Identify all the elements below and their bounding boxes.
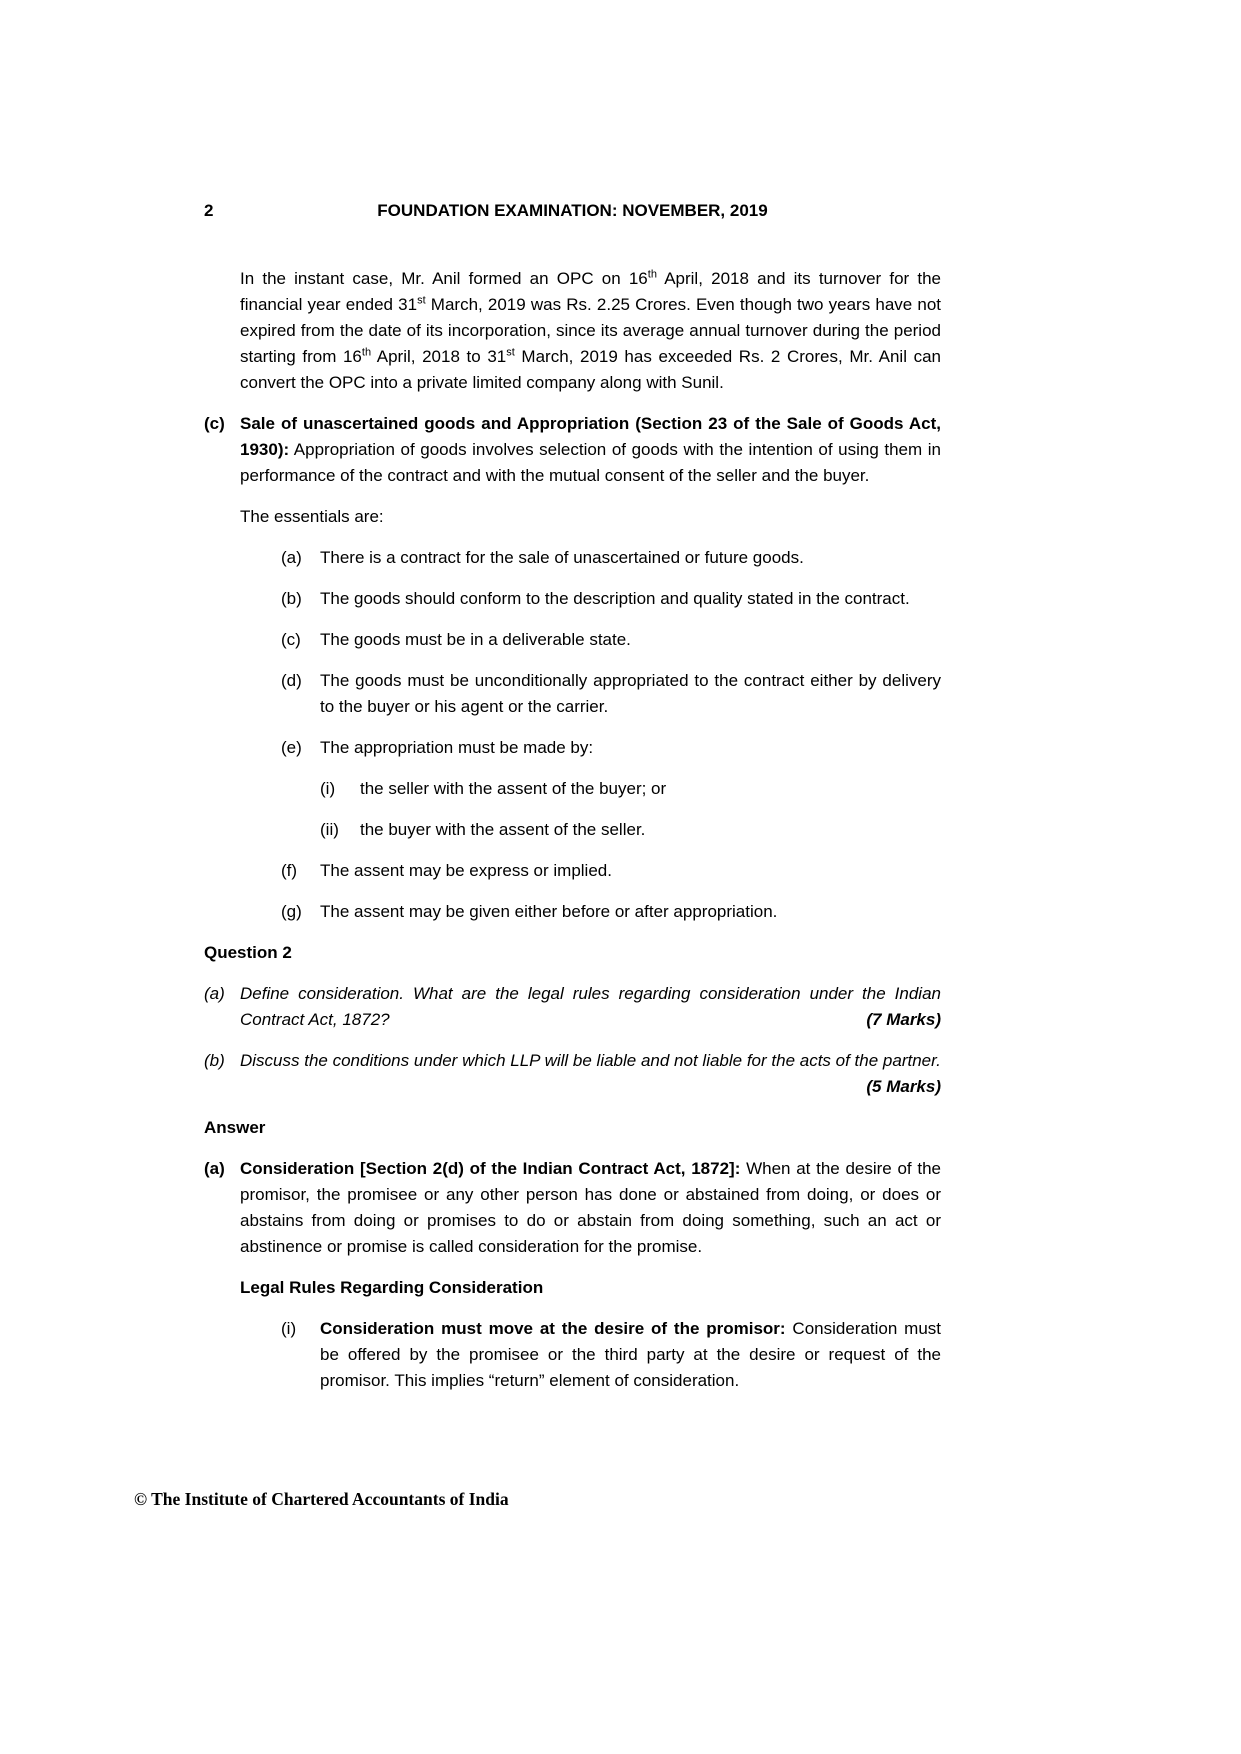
lead-in-bold: Sale of unascertained goods and Appropriation (Section 23 of the Sale of Goods Act, 1930):: [240, 414, 941, 459]
list-item-body: The assent may be express or implied.: [320, 861, 612, 880]
list-item: [281, 735, 941, 843]
list-item-body: The goods must be in a deliverable state.: [320, 630, 631, 649]
list-label: (f): [281, 861, 298, 880]
answer-heading: Answer: [204, 1118, 266, 1137]
superscript: th: [361, 346, 372, 359]
list-item-body: The assent may be given either before or after appropriation.: [320, 902, 778, 921]
question2-heading: Question 2: [204, 943, 292, 962]
legal-rules-heading: Legal Rules Regarding Consideration: [240, 1278, 544, 1297]
list-item-body: [240, 411, 941, 489]
text-run: In the instant case, Mr. Anil formed an OPC on 16: [240, 269, 648, 288]
rule-item-i: [281, 1316, 941, 1394]
list-label: (b): [281, 589, 302, 608]
page-number: 2: [204, 201, 214, 220]
essentials-heading: The essentials are:: [240, 507, 384, 526]
list-item: [281, 586, 941, 612]
list-label: (ii): [320, 820, 339, 839]
list-label: (i): [281, 1319, 297, 1338]
intro-paragraph: [240, 266, 941, 396]
copyright-footer: © The Institute of Chartered Accountants of India: [134, 1489, 509, 1509]
list-item: [281, 627, 941, 653]
text-run: April, 2018 to 31: [371, 347, 507, 366]
list-label: (b): [204, 1051, 225, 1070]
text-run: Consideration must be offered by the promisee or the third party at the desire or request of the promisor. This implies “return” element of consideration.: [320, 1319, 942, 1390]
list-item-body: The goods must be unconditionally appropriated to the contract either by delivery to the buyer or his agent or the carrier.: [320, 671, 941, 716]
question-text: [240, 1048, 941, 1100]
marks-label: (7 Marks): [866, 1010, 941, 1029]
list-label: (e): [281, 738, 302, 757]
lead-in-bold: Consideration must move at the desire of the promisor:: [320, 1319, 786, 1338]
list-label: (d): [281, 671, 302, 690]
question-item-b: [204, 1048, 941, 1100]
list-label: (c): [281, 630, 301, 649]
list-item: [281, 668, 941, 720]
list-label: (a): [204, 1159, 225, 1178]
list-item: [281, 545, 941, 571]
sub-list-item: [320, 776, 941, 802]
marks-label: (5 Marks): [866, 1077, 941, 1096]
header-title: FOUNDATION EXAMINATION: NOVEMBER, 2019: [377, 201, 768, 220]
list-label: (i): [320, 779, 336, 798]
list-item: [281, 899, 941, 925]
list-item-c: [204, 411, 941, 489]
rule-item-body: [320, 1316, 941, 1394]
list-label: (g): [281, 902, 302, 921]
text-run: March, 2019 has exceeded Rs. 2 Crores, Mr. Anil can convert the OPC into a private limited company along with Sunil.: [240, 347, 941, 392]
list-item-body: the buyer with the assent of the seller.: [360, 820, 646, 839]
superscript: th: [647, 268, 657, 281]
list-item-body: The goods should conform to the description and quality stated in the contract.: [320, 589, 910, 608]
list-item-body: There is a contract for the sale of unascertained or future goods.: [320, 548, 804, 567]
lead-in-bold: Consideration [Section 2(d) of the Indian Contract Act, 1872]:: [240, 1159, 741, 1178]
question-item-a: [204, 981, 941, 1033]
sub-list-item: [320, 817, 941, 843]
list-item-body: [320, 735, 941, 843]
list-item-body: the seller with the assent of the buyer; or: [360, 779, 667, 798]
list-label: (a): [204, 984, 225, 1003]
text-run: Discuss the conditions under which LLP will be liable and not liable for the acts of the partner.: [240, 1051, 941, 1070]
text-run: Define consideration. What are the legal rules regarding consideration under the Indian Contract Act, 1872?: [240, 984, 941, 1029]
text-run: Appropriation of goods involves selection of goods with the intention of using them in performance of the contract and with the mutual consent of the seller and the buyer.: [240, 440, 941, 485]
answer-item-body: [240, 1156, 941, 1260]
text-run: When at the desire of the promisor, the promisee or any other person has done or abstained from doing, or does or abstains from doing or promises to do or abstain from doing something, such an act or abstinence or promise is called consideration for the promise.: [240, 1159, 941, 1256]
question-text: [240, 981, 941, 1033]
superscript: st: [506, 346, 515, 359]
list-item: [281, 858, 941, 884]
page-header: [204, 198, 941, 224]
superscript: st: [417, 294, 426, 307]
text-run: April, 2018 and its turnover for the financial year ended 31: [240, 269, 942, 314]
page-content: [204, 198, 941, 1409]
text-run: The appropriation must be made by:: [320, 738, 594, 757]
answer-item-a: [204, 1156, 941, 1260]
text-run: March, 2019 was Rs. 2.25 Crores. Even though two years have not expired from the date of its incorporation, since its average annual turnover during the period starting from 16: [240, 295, 942, 366]
list-label: (a): [281, 548, 302, 567]
list-label: (c): [204, 414, 225, 433]
